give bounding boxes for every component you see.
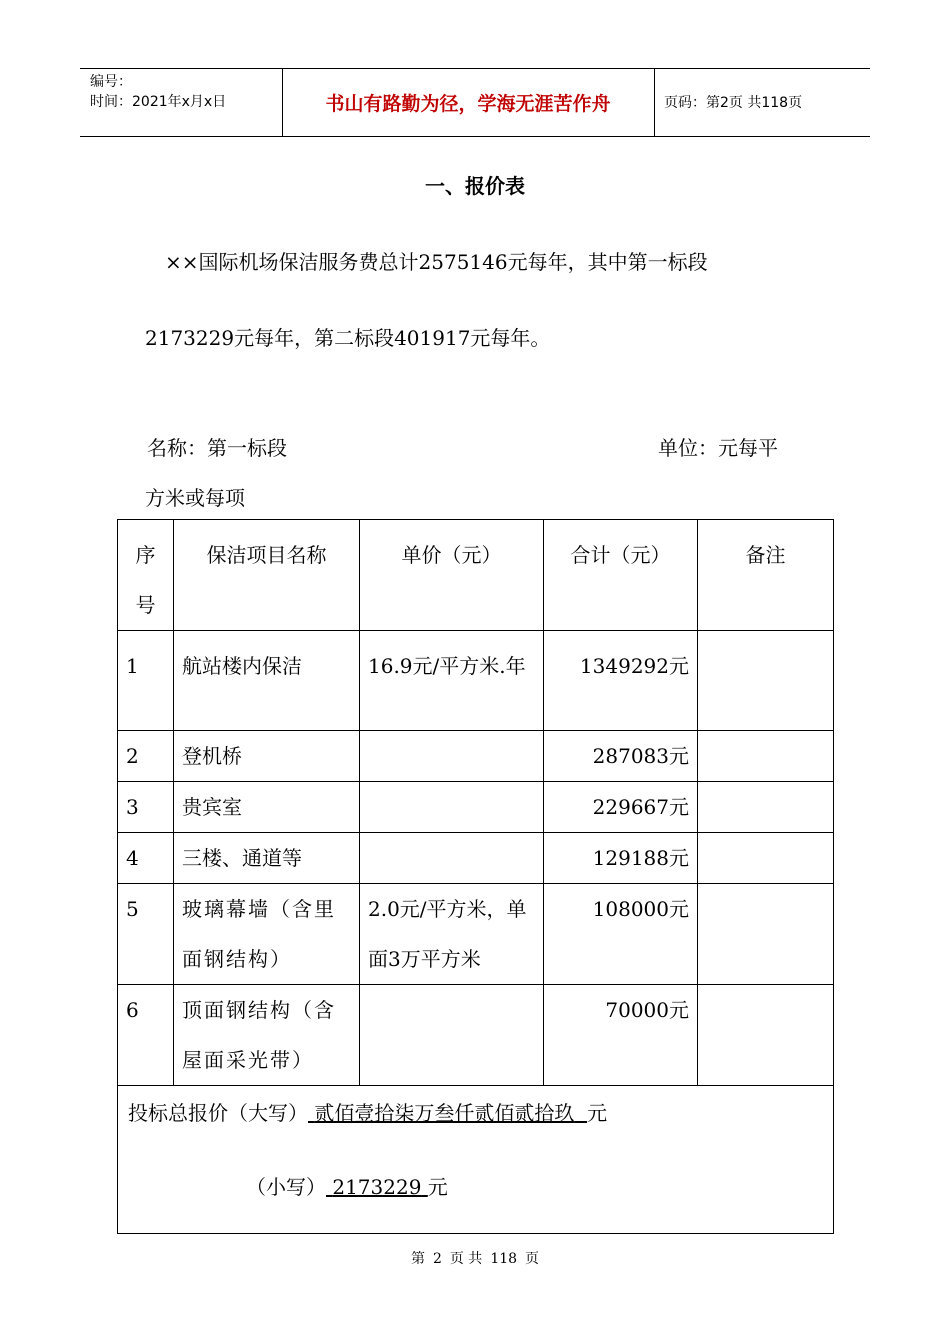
header-meta: [90, 72, 226, 112]
header-cell-no: 序号: [118, 520, 174, 631]
cell-total: 229667元: [544, 782, 698, 833]
total-upper: [128, 1088, 823, 1162]
cell-price: [360, 782, 544, 833]
cell-note: [698, 833, 834, 884]
cell-note: [698, 731, 834, 782]
cell-no: 6: [118, 985, 174, 1086]
cell-price: 16.9元/平方米.年: [360, 631, 544, 731]
cell-note: [698, 631, 834, 731]
total-upper-unit: 元: [587, 1101, 608, 1125]
quote-table: [117, 519, 834, 1234]
table-row: [118, 731, 834, 782]
cell-item: 航站楼内保洁: [174, 631, 360, 731]
table-header-row: [118, 520, 834, 631]
header-number: 编号：: [90, 74, 132, 90]
header-cell-item: 保洁项目名称: [174, 520, 360, 631]
total-cell: [118, 1086, 834, 1234]
cell-total: 1349292元: [544, 631, 698, 731]
header-cell-total: 合计（元）: [544, 520, 698, 631]
cell-total: 70000元: [544, 985, 698, 1086]
cell-item: 顶面钢结构（含屋面采光带）: [174, 985, 360, 1086]
header-time: 时间：2021年x月x日: [90, 94, 227, 110]
cell-no: 3: [118, 782, 174, 833]
cell-no: 5: [118, 884, 174, 985]
header-cell-price: 单价（元）: [360, 520, 544, 631]
page-title: 一、报价表: [425, 174, 525, 198]
total-upper-label: 投标总报价（大写）: [128, 1101, 308, 1125]
cell-price: [360, 833, 544, 884]
header-slogan: 书山有路勤为径，学海无涯苦作舟: [325, 92, 611, 115]
cell-note: [698, 782, 834, 833]
cell-item: 贵宾室: [174, 782, 360, 833]
intro-line-2: 2173229元每年，第二标段401917元每年。: [145, 326, 551, 350]
table-total-row: [118, 1086, 834, 1234]
table-row: [118, 782, 834, 833]
cell-no: 1: [118, 631, 174, 731]
cell-note: [698, 884, 834, 985]
cell-item: 玻璃幕墙（含里面钢结构）: [174, 884, 360, 985]
footer-prefix: 第: [410, 1251, 425, 1267]
table-row: [118, 985, 834, 1086]
cell-total: 108000元: [544, 884, 698, 985]
total-lower: [128, 1162, 823, 1212]
unit-label: 单位：元每平: [658, 436, 778, 460]
total-lower-value: 2173229: [332, 1175, 422, 1199]
cell-item: 登机桥: [174, 731, 360, 782]
cell-price: 2.0元/平方米，单面3万平方米: [360, 884, 544, 985]
footer-page-num: 2: [432, 1251, 442, 1267]
table-row: [118, 631, 834, 731]
header-page-info: 页码：第2页 共118页: [664, 95, 803, 111]
section-name: 名称：第一标段: [147, 436, 287, 460]
cell-price: [360, 731, 544, 782]
cell-no: 2: [118, 731, 174, 782]
total-upper-value: 贰佰壹拾柒万叁仟贰佰贰拾玖: [314, 1101, 575, 1125]
total-lower-unit: 元: [427, 1175, 448, 1199]
header-cell-note: 备注: [698, 520, 834, 631]
total-lower-label: （小写）: [246, 1175, 326, 1199]
cell-total: 287083元: [544, 731, 698, 782]
footer-suffix: 页: [525, 1251, 540, 1267]
intro-line-1: ××国际机场保洁服务费总计2575146元每年，其中第一标段: [165, 250, 708, 274]
cell-price: [360, 985, 544, 1086]
table-row: [118, 884, 834, 985]
page-footer: [0, 1248, 950, 1268]
cell-note: [698, 985, 834, 1086]
footer-page-total: 118: [490, 1251, 518, 1267]
table-row: [118, 833, 834, 884]
cell-total: 129188元: [544, 833, 698, 884]
cell-item: 三楼、通道等: [174, 833, 360, 884]
cell-no: 4: [118, 833, 174, 884]
unit-label-cont: 方米或每项: [145, 486, 245, 510]
footer-mid: 页 共: [449, 1251, 483, 1267]
header-bottom-rule: [80, 136, 870, 137]
header-divider: [654, 68, 655, 136]
